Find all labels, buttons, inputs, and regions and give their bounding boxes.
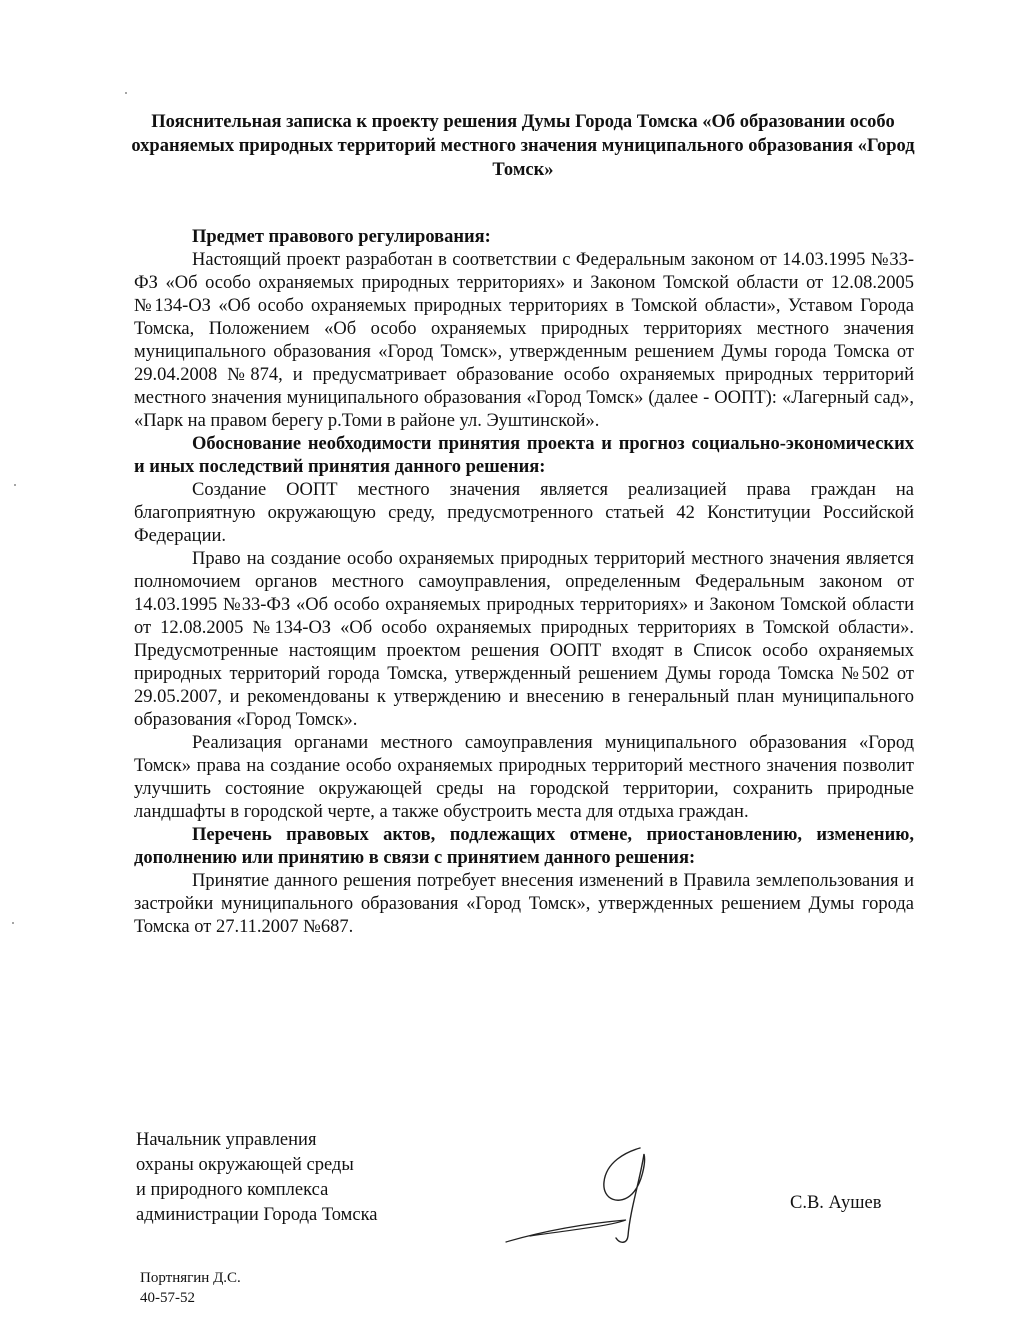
scan-dot: [125, 92, 127, 94]
paragraph-rationale-1: Создание ООПТ местного значения является реализацией права граждан на благоприятную окружающую среду, предусмотренного статьей 42 Конституции Российской Федерации.: [134, 480, 914, 546]
document-body: [134, 226, 914, 939]
paragraph-rationale-3: Реализация органами местного самоуправления муниципального образования «Город Томск» права на создание особо охраняемых природных территорий местного значения позволит улучшить состояние окружающей среды на городской территории, сохранить природные ландшафты в городской черте, а также обустроить места для отдыха граждан.: [134, 733, 914, 822]
document-title: Пояснительная записка к проекту решения Думы Города Томска «Об образовании особо охраняемых природных территорий местного значения муниципального образования «Город Томск»: [131, 112, 915, 180]
executor-phone: 40-57-52: [140, 1290, 195, 1306]
handwritten-signature: [500, 1140, 670, 1250]
position-line: Начальник управления: [136, 1130, 317, 1150]
position-line: администрации Города Томска: [136, 1205, 378, 1225]
executor-name: Портнягин Д.С.: [140, 1270, 241, 1286]
paragraph-subject: Настоящий проект разработан в соответствии с Федеральным законом от 14.03.1995 №33-ФЗ «Об особо охраняемых природных территориях» и Законом Томской области от 12.08.2005 №134-ОЗ «Об особо охраняемых природных территориях в Томской области», Уставом Города Томска, Положением «Об особо охраняемых природных территориях местного значения муниципального образования «Город Томск», утвержденным решением Думы города Томска от 29.04.2008 №874, и предусматривает образование особо охраняемых природных территорий местного значения муниципального образования «Город Томск» (далее - ООПТ): «Лагерный сад», «Парк на правом берегу р.Томи в районе ул. Эуштинской».: [134, 250, 914, 431]
paragraph-rationale-2: Право на создание особо охраняемых природных территорий местного значения является полномочием органов местного самоуправления, определенным Федеральным законом от 14.03.1995 №33-ФЗ «Об особо охраняемых природных территориях» и Законом Томской области от 12.08.2005 №134-ОЗ «Об особо охраняемых природных территориях в Томской области». Предусмотренные настоящим проектом решения ООПТ входят в Список особо охраняемых природных территорий города Томска, утвержденный решением Думы города Томска №502 от 29.05.2007, и рекомендованы к утверждению и внесению в генеральный план муниципального образования «Город Томск».: [134, 549, 914, 730]
section-heading-rationale: Обоснование необходимости принятия проекта и прогноз социально-экономических и иных последствий принятия данного решения:: [134, 434, 914, 477]
scan-dot: [14, 484, 16, 486]
signatory-name: С.В. Аушев: [790, 1193, 882, 1213]
signatory-position: [136, 1128, 378, 1228]
position-line: охраны окружающей среды: [136, 1155, 354, 1175]
section-heading-acts: Перечень правовых актов, подлежащих отмене, приостановлению, изменению, дополнению или принятию в связи с принятием данного решения:: [134, 825, 914, 868]
paragraph-acts: Принятие данного решения потребует внесения изменений в Правила землепользования и застройки муниципального образования «Город Томск», утвержденных решением Думы города Томска от 27.11.2007 №687.: [134, 871, 914, 937]
section-heading-subject: Предмет правового регулирования:: [192, 227, 491, 247]
scan-dot: [12, 922, 14, 924]
footer-executor: [140, 1268, 241, 1308]
position-line: и природного комплекса: [136, 1180, 329, 1200]
